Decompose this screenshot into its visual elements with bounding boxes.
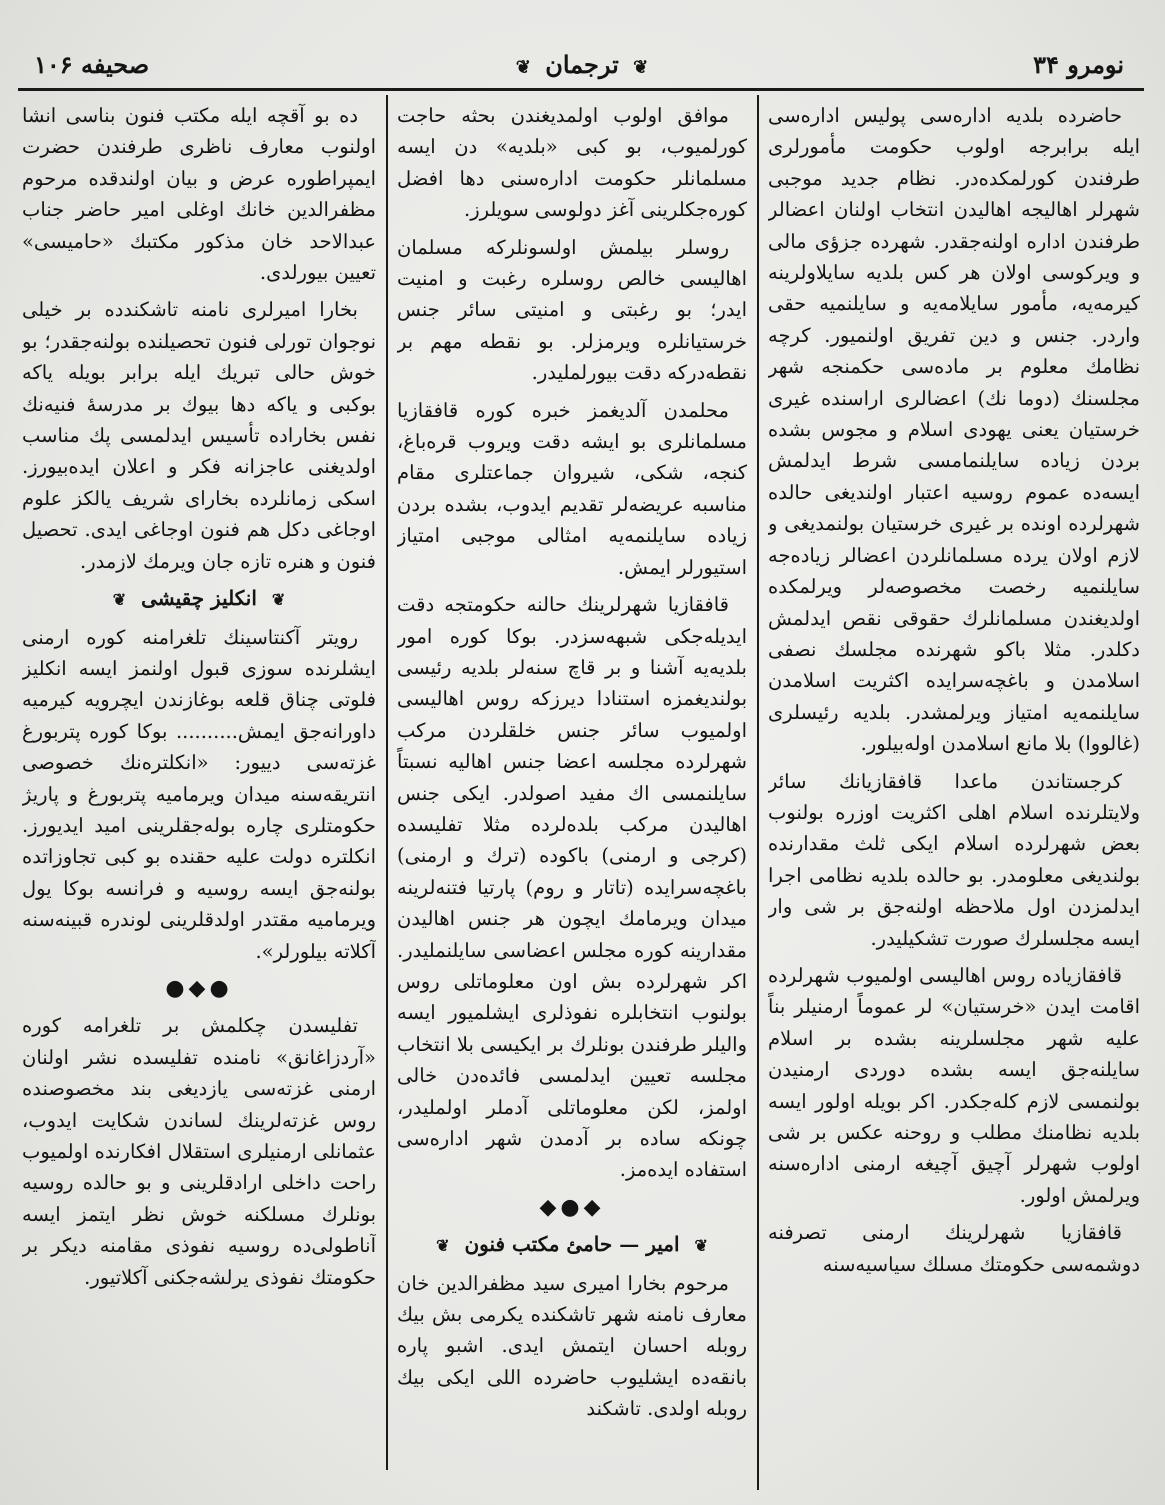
section-heading-text: امیر — حامئ مکتب فنون [464, 1232, 680, 1257]
ornament-icon: ❦ [112, 590, 127, 610]
ornament-left-icon: ❦ [633, 57, 649, 78]
article-paragraph: محلمدن آلدیغمز خبره کوره قافقازیا مسلمانلری بو ایشه دقت ویروب قره‌باغ، کنجه، شکی، شیروان جماعتلری مقام مناسبه عریضه‌لر تقدیم ایدوب، بشده بردن زیاده سایلنمه‌یه امثالی موجبی امتیاز استیورلر ایمش. [397, 398, 747, 579]
article-paragraph: تفلیسدن چکلمش بر تلغرامه کوره «آردزاغانق» نامنده تفلیسده نشر اولنان ارمنی غزته‌سی یازدیغی بند مخصوصنده روس غزته‌لرینك لساندن شکایت ایدوب، عثمانلی ارمنیلری استقلال افکارنده اولمیوب راحت داخلی ارادقلرینی و بو حالده روسیه بونلرك مسلکنه خوش نظر ایتمز ایسه آناطولی‌ده روسیه نفوذی مقامنه دیکر بر حکومتك نفوذی یرلشه‌جکنی آکلاتیور. [22, 1014, 376, 1289]
page-header [22, 46, 1142, 88]
ornament-icon: ❦ [694, 1236, 708, 1256]
article-paragraph: کرجستاندن ماعدا قافقازیانك سائر ولایتلرنده اسلام اهلی اکثریت اوزره بولنوب بعض شهرلرده اسلام ایکی ثلث مقدارنده بولندیغی معلومدر. بو حالده بلدیه نظامی اجرا ایدلمزدن اول ملاحظه اولنه‌جق بر شی وار ایسه مجلسلرك صورت تشکیلیدر. [768, 769, 1140, 950]
header-rule [18, 88, 1144, 91]
section-heading [397, 1229, 747, 1261]
column-middle [397, 100, 747, 1470]
article-paragraph: موافق اولوب اولمدیغندن بحثه حاجت کورلمیوب، بو کبی «بلدیه» دن ایسه مسلمانلر حکومت اداره‌سنی دها افضل کوره‌جکلرینی آغز دولوسی سویلرز. [397, 104, 747, 222]
article-paragraph: مرحوم بخارا امیری سید مظفرالدین خان معارف نامنه شهر تاشکنده یکرمی بش بیك روبله احسان ایتمش ایدی. اشبو پاره بانقه‌ده ایشلیوب حاضرده اللی ایکی بیك روبله اولدی. تاشکند [397, 1271, 747, 1421]
issue-number-label: نومرو ۳۴ [1033, 50, 1124, 79]
article-paragraph: ده بو آقچه ایله مکتب فنون بناسی انشا اولنوب معارف ناظری طرفندن حضرت ایمپراطوره عرض و بیان اولندقده مرحوم مظفرالدین خانك اوغلی امیر حاضر جناب عبدالاحد خان مذکور مکتبك «حامیسی» تعیین بیورلدی. [22, 104, 376, 285]
article-paragraph: روسلر بیلمش اولسونلرکه مسلمان اهالیسی خالص روسلره رغبت و امنیت ایدر؛ بو رغبتی و امنیتی سائر جنس خرستیانلره ویرمزلر. بو نقطه مهم بر نقطه‌درکه دقت بیورلملیدر. [397, 235, 747, 385]
section-divider: ●◆● [165, 975, 233, 1001]
newspaper-title: ترجمان [545, 50, 619, 79]
section-divider: ◆●◆ [539, 1194, 605, 1220]
column-right [768, 100, 1140, 1490]
column-divider-right [757, 95, 759, 1490]
article-paragraph: بخارا امیرلری نامنه تاشکندده بر خیلی نوجوان تورلی فنون تحصیلنده بولنه‌جقدر؛ بو خوش حالی تبریك ایله برابر بویله یاکه بوکبی و یاکه دها بیوك بر مدرسهٔ فنیه‌نك نفس بخاراده تأسیس ایدلمسی پك مناسب اولدیغنی عاجزانه فکر و اعلان ایده‌بیورز. اسکی زمانلرده بخارای شریف یالکز علوم اوجاغی دکل هم فنون اوجاغی ایدی. تحصیل فنون و هنره تازه جان ویرمك لازمدر. [22, 298, 376, 573]
ornament-icon: ❦ [436, 1236, 450, 1256]
article-paragraph: حاضرده بلدیه اداره‌سی پولیس اداره‌سی ایله برابرجه اولوب حکومت مأمورلری طرفندن کورلمکده‌در. نظام جدید موجبی شهرلر اهالیجه اهالیدن انتخاب اولنان اعضالر طرفندن اداره اولنه‌جقدر. شهرده جزؤی مالی و ویرکوسی اولان هر کس بلدیه سایلاولرینه کیرمه‌یه، مأمور سایلامه‌یه و سایلنمیه حقی واردر. جنس و دین تفریق اولنمیور. کرچه نظامك معلوم بر ماده‌سی حکمنجه شهر مجلسنك (دوما نك) اعضالری اراسنده غیری خرستیان یعنی یهودی اسلام و مجوس بشده بردن زیاده سایلنمامسی شرط ایدلمش ایسه‌ده عموم روسیه اعتبار اولندیغی حالده شهرلرده اونده بر غیری خرستیان بولنمدیغی و لازم اولان یرده مسلمانلردن اعضالر زیاده‌جه سایلنمیه رخصت مخصوصه‌لر ویرلمکده اولدیغندن مسلمانلرك حقوقی نقص ایدلمش دکلدر. مثلا باکو شهرنده مجلسك نصفی اسلامدن و باغچه‌سرایده اکثریت اسلامدن سایلنمه‌یه امتیاز ویرلمشدر. بلدیه رئیسلری (غالووا) بلا مانع اسلامدن اوله‌بیلور. [768, 104, 1140, 756]
page-number-label: صحیفه ۱۰۶ [34, 50, 150, 79]
ornament-icon: ❦ [271, 590, 286, 610]
article-paragraph: رویتر آکنتاسینك تلغرامنه کوره ارمنی ایشلرنده سوزی قبول اولنمز ایسه انکلیز فلوتی چناق قلعه بوغازندن ایچرویه کیرمیه داورانه‌جق ایمش.......... بوکا کوره پتربورغ غزته‌سی دییور: «انکلتره‌نك خصوصی انتریقه‌سنه میدان ویرمامیه پتربورغ و پاریژ حکومتلری چاره بوله‌جقلرینی امید ایدیورز. انکلتره دولت علیه حقنده بو کبی تجاوزاتده بولنه‌جق ایسه روسیه و فرانسه بوکا یول ویرمامیه مقتدر اولدقلرینی لوندره قبینه‌سنه آکلاته بیلورلر». [22, 625, 376, 963]
section-heading [22, 583, 376, 615]
section-heading-text: انکلیز چقیشی [141, 586, 257, 611]
column-left [22, 100, 376, 1470]
ornament-right-icon: ❦ [515, 57, 531, 78]
article-paragraph: قافقازیا شهرلرینك ارمنی تصرفنه دوشمه‌سی حکومتك مسلك سیاسیه‌سنه [768, 1221, 1140, 1276]
article-paragraph: قافقازیا شهرلرینك حالنه حکومتجه دقت ایدیله‌جکی شبهه‌سزدر. بوکا کوره امور بلدیه‌یه آشنا و بر قاچ سنه‌لر بلدیه رئیسی بولندیغمزه استنادا دیرزکه روس اهالیسی اولمیوب سائر جنس خلقلردن مرکب شهرلرده مجلسه اعضا جنس اهالیه نسبتاً سایلنمسی اك مفید اصولدر. ایکی جنس اهالیدن مرکب بلده‌لرده مثلا تفلیسده (کرجی و ارمنی) باکوده (ترك و ارمنی) باغچه‌سرایده (تاتار و روم) پارتیا فتنه‌لرینه میدان ویرمامك ایچون هر جنس اهالیدن مقدارینه کوره مجلس اعضاسی سایلنملیدر. اکر شهرلرده بش اون معلوماتلی روس بولنوب انتخابلره نفوذلری ایشلمیور ایسه والیلر طرفندن بونلرك بر ایکیسی بلا انتخاب مجلسه تعیین ایدلمسی فائده‌دن خالی اولمز، لکن معلوماتلی آدملر اولملیدر، چونکه ساده بر آدمدن شهر اداره‌سی استفاده ایده‌مز. [397, 593, 747, 1182]
column-divider-left [386, 95, 388, 1470]
article-paragraph: قافقازیاده روس اهالیسی اولمیوب شهرلرده اقامت ایدن «خرستیان» لر عموماً ارمنیلر بناً علیه شهر مجلسلرینه بشده بر اسلام سایلنه‌جق ایسه بشده دوردی ارمنیدن بولنمسی لازم کله‌جکدر. اکر بویله اولور ایسه بلدیه نظامنك مطلب و روحنه عکس بر شی اولوب شهرلر آچیق آچیغه ارمنی اداره‌سنه ویرلمش اولور. [768, 963, 1140, 1207]
newspaper-masthead [22, 50, 1142, 79]
